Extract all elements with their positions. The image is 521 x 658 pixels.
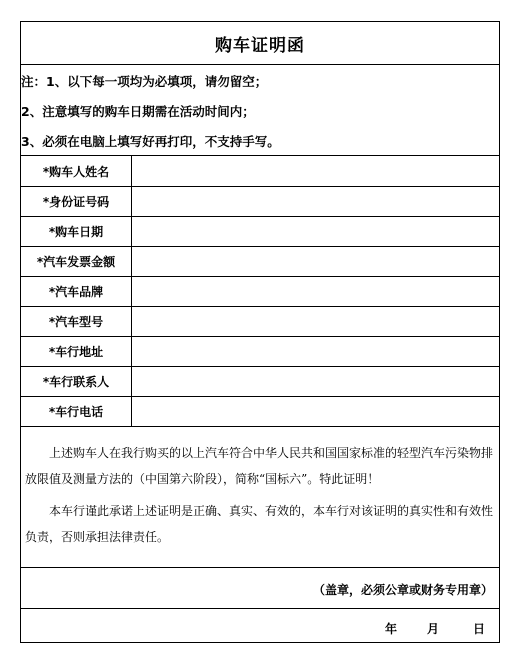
field-label: *车行电话	[48, 404, 104, 419]
statement-paragraph-2: 本车行谨此承诺上述证明是正确、真实、有效的，本车行对该证明的真实性和有效性负责，否则承担法律责任。	[25, 504, 494, 544]
note-line-2: 2、注意填写的购车日期需在活动时间内；	[21, 104, 255, 119]
car-brand-field[interactable]	[132, 276, 499, 306]
document-title: 购车证明函	[215, 35, 305, 56]
buyer-name-field[interactable]	[132, 156, 499, 186]
divider	[21, 426, 499, 427]
field-row-dealer-contact	[21, 366, 499, 396]
field-row-car-model	[21, 306, 499, 336]
divider	[21, 567, 499, 568]
dealer-contact-field[interactable]	[132, 366, 499, 396]
note-line-1: 注：1、以下每一项均为必填项，请勿留空；	[21, 74, 268, 89]
field-label: *购车日期	[48, 224, 104, 239]
date-day: 日	[473, 622, 486, 636]
field-label: *汽车品牌	[48, 284, 104, 299]
field-label: *购车人姓名	[42, 164, 110, 179]
dealer-phone-field[interactable]	[132, 396, 499, 426]
field-label: *身份证号码	[42, 194, 110, 209]
field-row-dealer-phone	[21, 396, 499, 426]
stamp-note: （盖章，必须公章或财务专用章）	[312, 583, 493, 597]
certificate-form	[20, 21, 500, 643]
field-row-purchase-date	[21, 216, 499, 246]
field-label: *汽车发票金额	[36, 254, 116, 269]
date-year: 年	[385, 622, 398, 636]
field-row-invoice-amount	[21, 246, 499, 276]
divider	[21, 608, 499, 609]
purchase-date-field[interactable]	[132, 216, 499, 246]
divider	[21, 64, 499, 65]
field-label: *汽车型号	[48, 314, 104, 329]
dealer-address-field[interactable]	[132, 336, 499, 366]
field-row-dealer-address	[21, 336, 499, 366]
invoice-amount-field[interactable]	[132, 246, 499, 276]
statement-paragraph-1: 上述购车人在我行购买的以上汽车符合中华人民共和国国家标准的轻型汽车污染物排放限值及测量方法的（中国第六阶段），简称“国标六”。特此证明！	[25, 446, 494, 486]
note-line-3: 3、必须在电脑上填写好再打印，不支持手写。	[21, 134, 280, 149]
field-row-buyer-name	[21, 156, 499, 186]
id-number-field[interactable]	[132, 186, 499, 216]
field-row-id-number	[21, 186, 499, 216]
field-row-car-brand	[21, 276, 499, 306]
car-model-field[interactable]	[132, 306, 499, 336]
date-month: 月	[427, 622, 440, 636]
field-label: *车行联系人	[42, 374, 110, 389]
certification-statement	[21, 440, 499, 550]
field-label: *车行地址	[48, 344, 104, 359]
